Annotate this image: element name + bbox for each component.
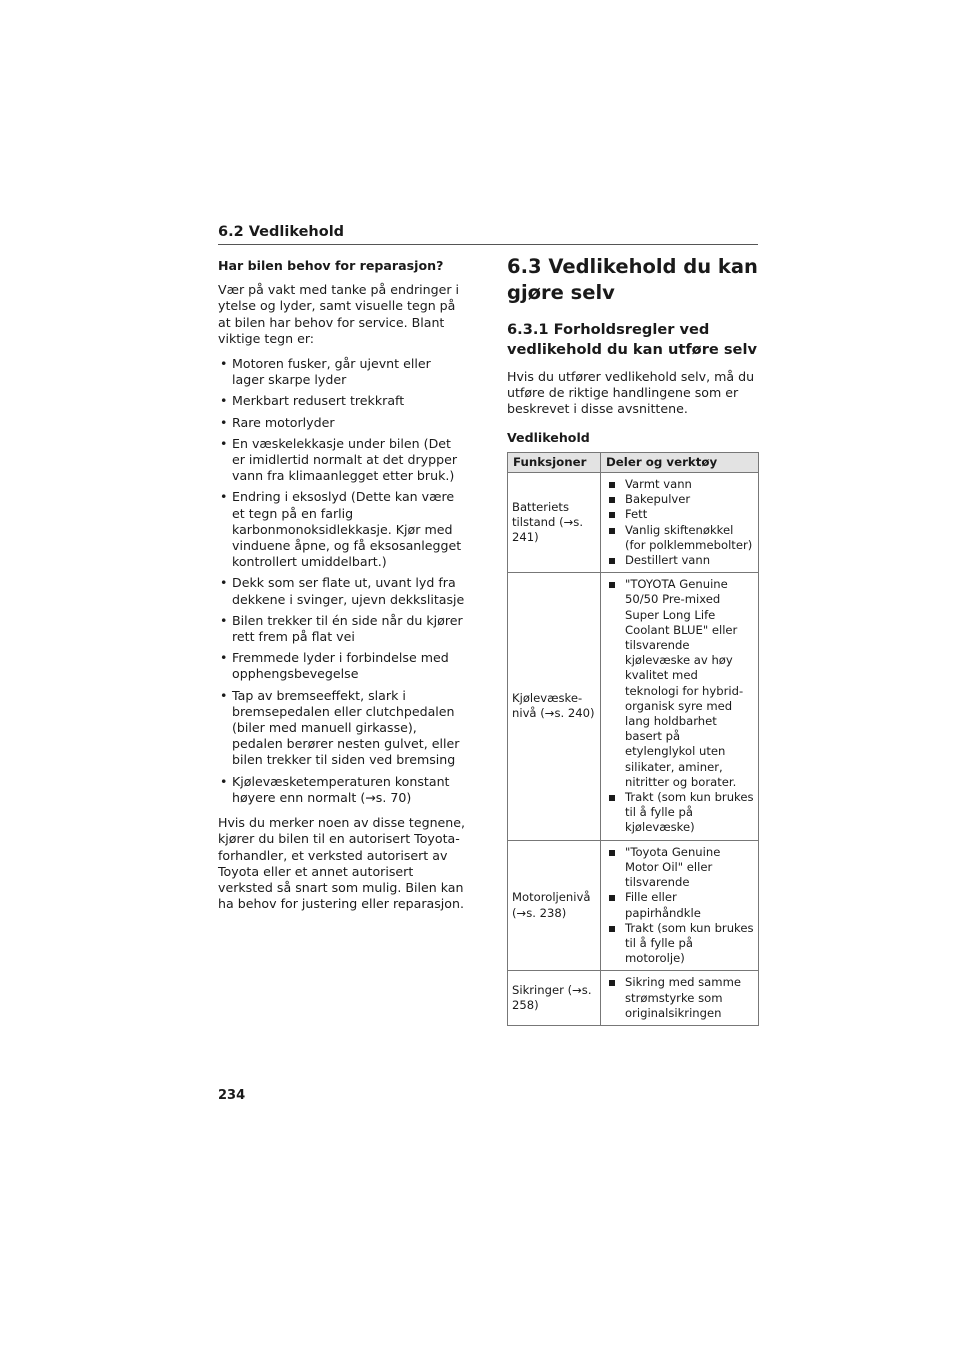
list-item: • Dekk som ser flate ut, uvant lyd fra dekkene i svinger, ujevn dekkslitasje xyxy=(218,575,466,607)
repair-intro: Vær på vakt med tanke på endringer i ytelse og lyder, samt visuelle tegn på at bilen har behov for service. Blant viktige tegn er: xyxy=(218,282,460,346)
right-column xyxy=(507,254,759,1026)
list-item: • Bilen trekker til én side når du kjører rett frem på flat vei xyxy=(218,613,466,645)
table-row xyxy=(508,473,759,573)
warning-signs-list xyxy=(218,356,466,806)
table-row xyxy=(508,971,759,1026)
repair-heading: Har bilen behov for reparasjon? xyxy=(218,258,444,273)
parts-item: "TOYOTA Genuine 50/50 Pre-mixed Super Long Life Coolant BLUE" eller tilsvarende kjølevæske av høy kvalitet med teknologi for hybrid-organisk syre med lang holdbarhet basert på etylenglykol uten silikater, aminer, nitritter og borater. xyxy=(605,577,754,790)
function-cell: Kjølevæske-nivå (→s. 240) xyxy=(508,573,601,840)
table-header-row xyxy=(508,452,759,472)
parts-cell xyxy=(601,840,759,971)
column-header-functions: Funksjoner xyxy=(508,452,601,472)
list-item: • Motoren fusker, går ujevnt eller lager skarpe lyder xyxy=(218,356,466,388)
table-row xyxy=(508,840,759,971)
parts-item: Vanlig skiftenøkkel (for polklemmebolter) xyxy=(605,523,754,553)
list-item: • Merkbart redusert trekkraft xyxy=(218,393,466,409)
parts-item: Bakepulver xyxy=(605,492,754,507)
parts-item: Fett xyxy=(605,507,754,522)
list-item: • Rare motorlyder xyxy=(218,415,466,431)
subsection-title: 6.3.1 Forholdsregler ved vedlikehold du kan utføre selv xyxy=(507,321,757,358)
section-header: 6.2 Vedlikehold xyxy=(218,224,758,245)
maintenance-table xyxy=(507,452,759,1026)
repair-outro: Hvis du merker noen av disse tegnene, kjører du bilen til en autorisert Toyota-forhandler, et verksted autorisert av Toyota eller et annet autorisert verksted så snart som mulig. Bilen kan ha behov for justering eller reparasjon. xyxy=(218,815,466,912)
chapter-title: 6.3 Vedlikehold du kan gjøre selv xyxy=(507,255,758,304)
parts-cell xyxy=(601,573,759,840)
page-number: 234 xyxy=(218,1088,246,1103)
parts-item: Trakt (som kun brukes til å fylle på motorolje) xyxy=(605,921,754,967)
parts-item: Fille eller papirhåndkle xyxy=(605,890,754,920)
function-cell: Motoroljenivå (→s. 238) xyxy=(508,840,601,971)
parts-item: Varmt vann xyxy=(605,477,754,492)
list-item: • Fremmede lyder i forbindelse med opphengsbevegelse xyxy=(218,650,466,682)
parts-item: Sikring med samme strømstyrke som originalsikringen xyxy=(605,975,754,1021)
list-item: • Endring i eksoslyd (Dette kan være et tegn på en farlig karbonmonoksidlekkasje. Kjør med vinduene åpne, og få eksosanlegget kontrollert umiddelbart.) xyxy=(218,489,466,570)
parts-item: Destillert vann xyxy=(605,553,754,568)
parts-item: "Toyota Genuine Motor Oil" eller tilsvarende xyxy=(605,845,754,891)
table-label: Vedlikehold xyxy=(507,429,590,445)
list-item: • En væskelekkasje under bilen (Det er imidlertid normalt at det drypper vann fra klimaanlegget etter bruk.) xyxy=(218,436,466,485)
subsection-intro: Hvis du utfører vedlikehold selv, må du utføre de riktige handlingene som er beskrevet i disse avsnittene. xyxy=(507,369,755,417)
function-cell: Sikringer (→s. 258) xyxy=(508,971,601,1026)
column-header-parts: Deler og verktøy xyxy=(601,452,759,472)
parts-cell xyxy=(601,473,759,573)
function-cell: Batteriets tilstand (→s. 241) xyxy=(508,473,601,573)
left-column xyxy=(218,258,466,921)
table-row xyxy=(508,573,759,840)
list-item: • Kjølevæsketemperaturen konstant høyere enn normalt (→s. 70) xyxy=(218,774,466,806)
list-item: • Tap av bremseeffekt, slark i bremsepedalen eller clutchpedalen (biler med manuell girkasse), pedalen berører nesten gulvet, eller bilen trekker til siden ved bremsing xyxy=(218,688,466,769)
parts-cell xyxy=(601,971,759,1026)
parts-item: Trakt (som kun brukes til å fylle på kjølevæske) xyxy=(605,790,754,836)
